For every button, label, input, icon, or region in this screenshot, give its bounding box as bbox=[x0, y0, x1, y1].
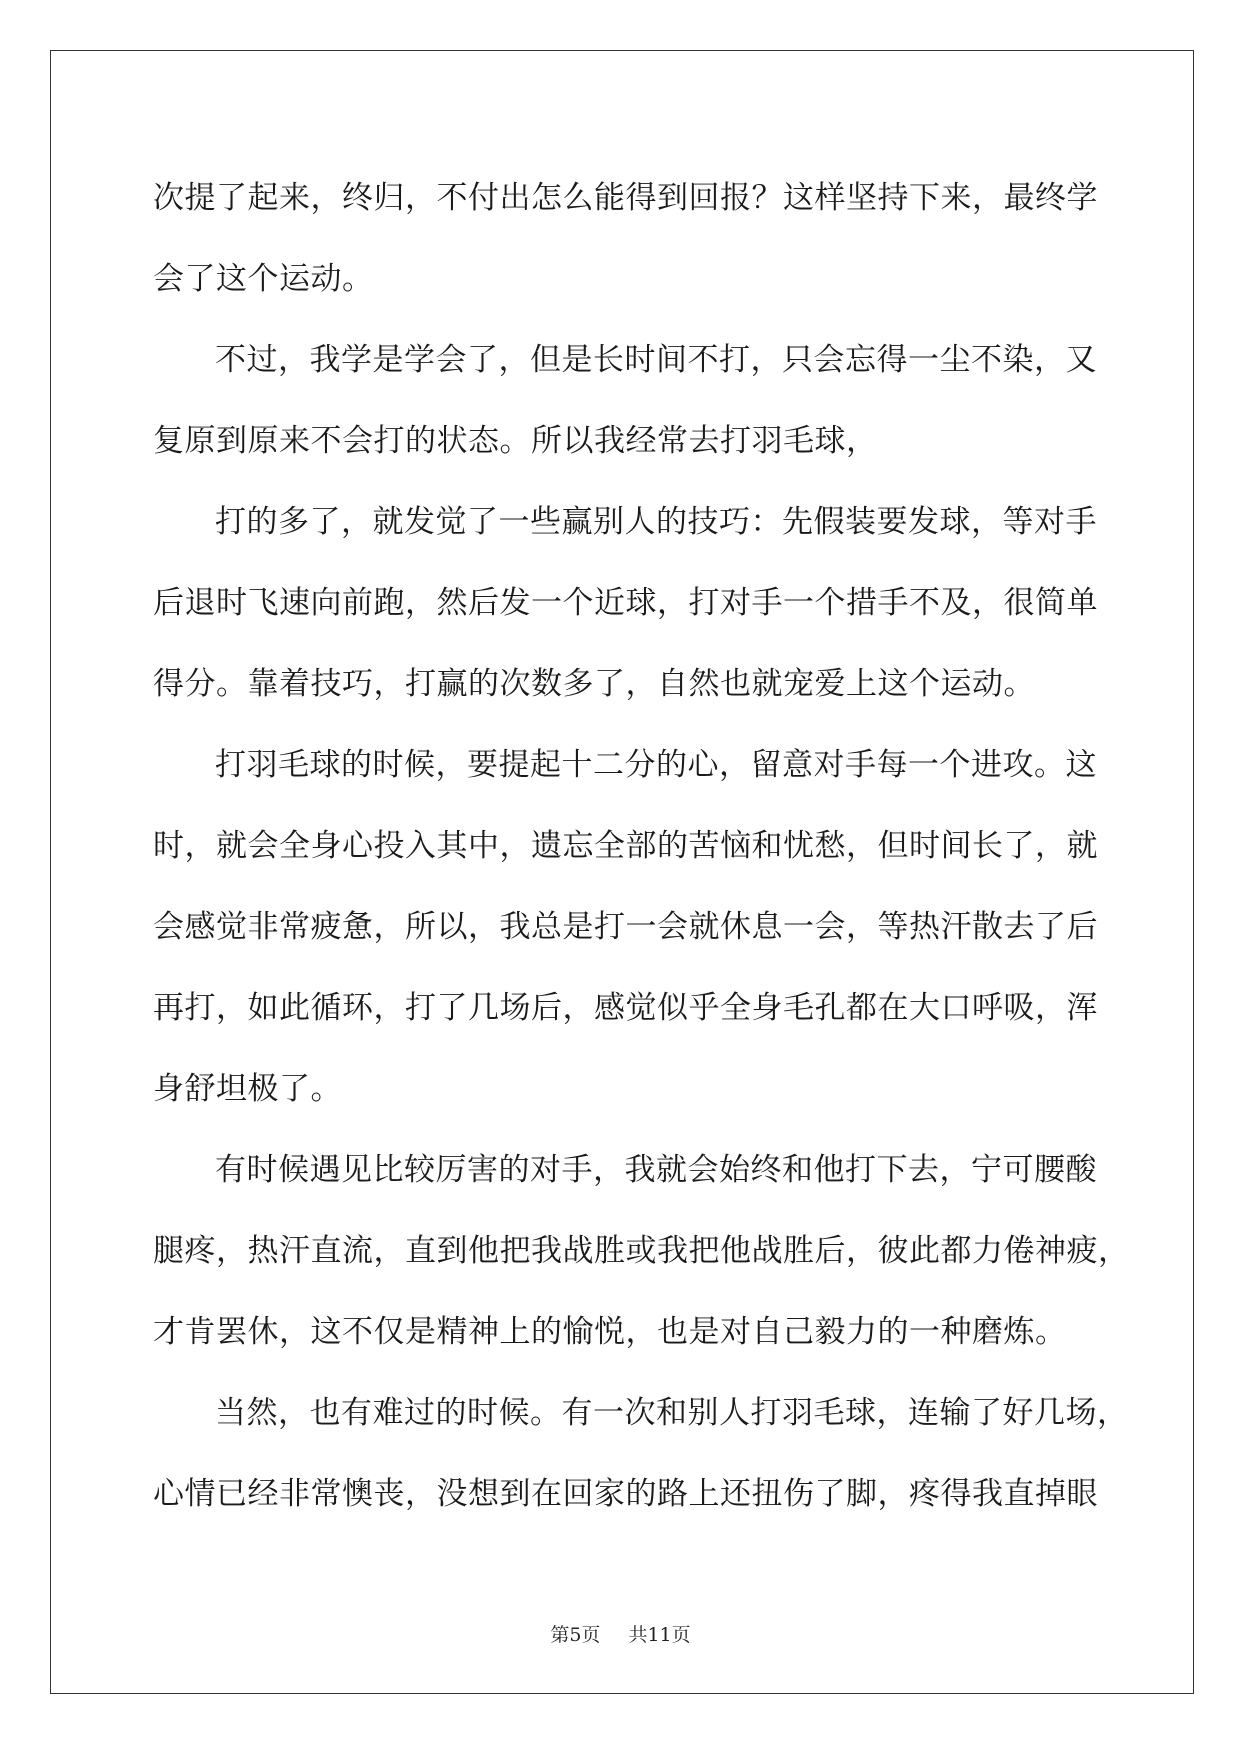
text-line: 时，就会全身心投入其中，遗忘全部的苦恼和忧愁，但时间长了，就 bbox=[153, 828, 1098, 864]
text-line: 当然，也有难过的时候。有一次和别人打羽毛球，连输了好几场， bbox=[215, 1395, 1129, 1431]
text-block bbox=[153, 158, 1130, 1535]
text-line: 再打，如此循环，打了几场后，感觉似乎全身毛孔都在大口呼吸，浑 bbox=[153, 990, 1098, 1026]
page-total: 共11页 bbox=[628, 1624, 691, 1646]
text-line: 会感觉非常疲惫，所以，我总是打一会就休息一会，等热汗散去了后 bbox=[153, 909, 1098, 945]
text-line: 腿疼，热汗直流，直到他把我战胜或我把他战胜后，彼此都力倦神疲， bbox=[153, 1233, 1130, 1269]
page-number: 第5页 bbox=[550, 1624, 601, 1646]
page-footer bbox=[0, 1620, 1241, 1647]
text-line: 打的多了，就发觉了一些赢别人的技巧：先假装要发球，等对手 bbox=[215, 504, 1097, 540]
text-line: 得分。靠着技巧，打赢的次数多了，自然也就宠爱上这个运动。 bbox=[153, 666, 1035, 702]
text-line: 次提了起来，终归，不付出怎么能得到回报？这样坚持下来，最终学 bbox=[153, 180, 1098, 216]
text-line: 有时候遇见比较厉害的对手，我就会始终和他打下去，宁可腰酸 bbox=[215, 1152, 1097, 1188]
text-line: 心情已经非常懊丧，没想到在回家的路上还扭伤了脚，疼得我直掉眼 bbox=[153, 1476, 1098, 1512]
text-line: 后退时飞速向前跑，然后发一个近球，打对手一个措手不及，很简单 bbox=[153, 585, 1098, 621]
document-body bbox=[153, 158, 1130, 1535]
text-line: 打羽毛球的时候，要提起十二分的心，留意对手每一个进攻。这 bbox=[215, 747, 1097, 783]
text-line: 身舒坦极了。 bbox=[153, 1071, 342, 1107]
text-line: 才肯罢休，这不仅是精神上的愉悦，也是对自己毅力的一种磨炼。 bbox=[153, 1314, 1067, 1350]
text-line: 复原到原来不会打的状态。所以我经常去打羽毛球， bbox=[153, 423, 878, 459]
text-line: 会了这个运动。 bbox=[153, 261, 374, 297]
text-line: 不过，我学是学会了，但是长时间不打，只会忘得一尘不染，又 bbox=[215, 342, 1097, 378]
